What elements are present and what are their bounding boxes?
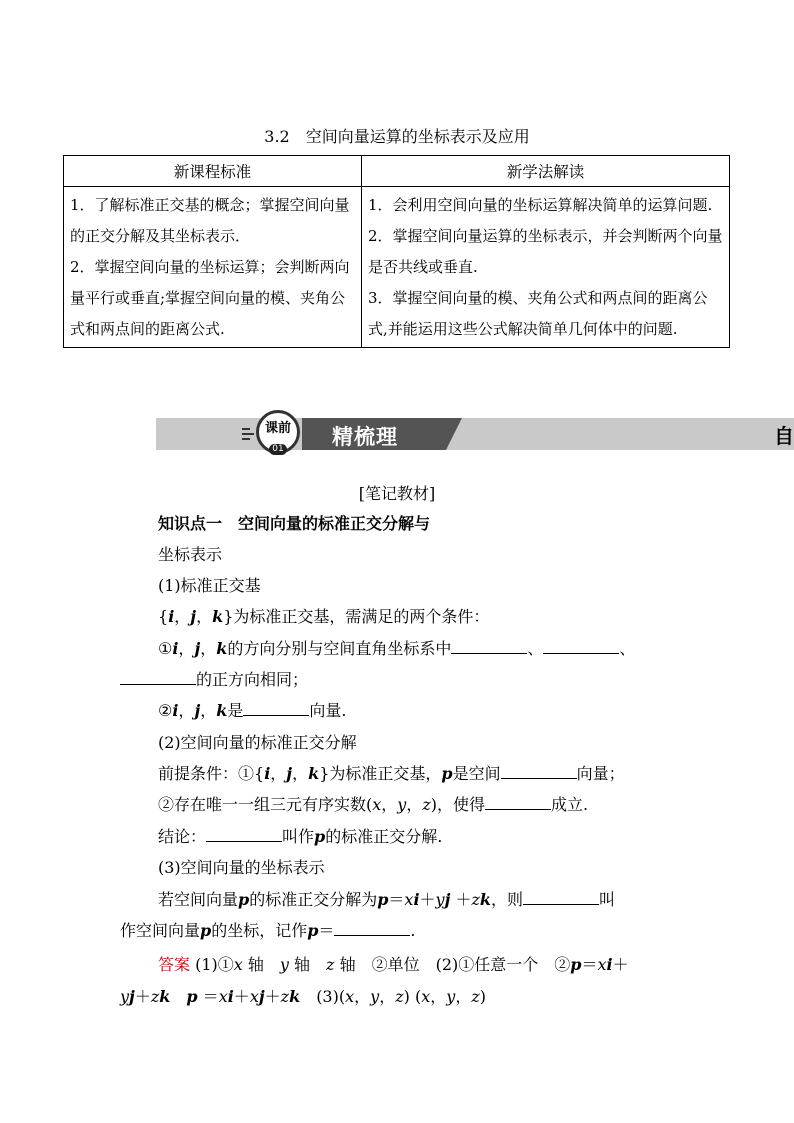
- fill-blank[interactable]: [523, 888, 599, 905]
- paragraph: 前提条件：①{i，j，k}为标准正交基，p是空间 向量；: [158, 764, 625, 783]
- list-item: 2．掌握空间向量运算的坐标表示，并会判断两个向量是否共线或垂直.: [368, 227, 723, 276]
- table-row: [64, 187, 730, 348]
- decor-lines-icon: [242, 428, 254, 443]
- table-cell-right: [362, 187, 730, 348]
- paragraph: 结论： 叫作p的标准正交分解.: [158, 827, 443, 846]
- answer-line: yj＋zk p ＝xi＋xj＋zk (3)(x，y，z) (x，y，z): [120, 987, 487, 1006]
- paragraph: 的正方向相同；: [120, 667, 308, 690]
- answer-line: 答案 (1)①x 轴 y 轴 z 轴 ②单位 (2)①任意一个 ②p＝xi＋: [158, 955, 629, 974]
- table-cell-left: [64, 187, 362, 348]
- badge-circle: [256, 410, 300, 454]
- table-header: 新课程标准: [64, 156, 362, 187]
- list-item: 2．掌握空间向量的坐标运算；会判断两向量平行或垂直;掌握空间向量的模、夹角公式和两点间的距离公式.: [70, 258, 350, 338]
- paragraph: 作空间向量p的坐标，记作p＝ .: [120, 921, 416, 940]
- fill-blank[interactable]: [543, 637, 619, 654]
- curriculum-table: [63, 155, 730, 348]
- knowledge-heading-cont: 坐标表示: [158, 545, 223, 564]
- badge-number: 01: [269, 444, 286, 455]
- fill-blank[interactable]: [485, 793, 551, 810]
- fill-blank[interactable]: [243, 699, 309, 716]
- paragraph: ②i，j，k是 向量.: [158, 701, 347, 720]
- badge-tag: 课前: [264, 421, 291, 436]
- fill-blank[interactable]: [120, 668, 196, 685]
- answer-label: 答案: [158, 955, 191, 974]
- fill-blank[interactable]: [206, 825, 282, 842]
- fill-blank[interactable]: [501, 762, 577, 779]
- list-item: 1．了解标准正交基的概念；掌握空间向量的正交分解及其坐标表示．: [70, 196, 350, 245]
- table-header-row: [64, 156, 730, 187]
- side-label: 自: [774, 424, 794, 448]
- paragraph: ②存在唯一一组三元有序实数(x，y，z)，使得 成立.: [158, 795, 589, 814]
- paragraph: 若空间向量p的标准正交分解为p＝xi＋yj ＋zk，则 叫: [158, 890, 616, 909]
- subheading-2: (2)空间向量的标准正交分解: [158, 733, 357, 752]
- knowledge-heading: 知识点一 空间向量的标准正交分解与: [158, 514, 431, 533]
- banner-title: 精梳理: [332, 425, 398, 449]
- paragraph: ①i，j，k的方向分别与空间直角坐标系中 、 、: [158, 639, 636, 658]
- fill-blank[interactable]: [451, 637, 527, 654]
- subheading-3: (3)空间向量的坐标表示: [158, 858, 325, 877]
- list-item: 3．掌握空间向量的模、夹角公式和两点间的距离公式,并能运用这些公式解决简单几何体中的问题.: [368, 289, 708, 338]
- table-header: 新学法解读: [362, 156, 730, 187]
- section-banner: [156, 418, 794, 454]
- section-label: [笔记教材]: [358, 484, 436, 503]
- list-item: 1．会利用空间向量的坐标运算解决简单的运算问题.: [368, 196, 713, 214]
- page-title: 3.2 空间向量运算的坐标表示及应用: [264, 127, 530, 146]
- paragraph: {i，j，k}为标准正交基，需满足的两个条件：: [158, 607, 490, 626]
- fill-blank[interactable]: [334, 919, 410, 936]
- subheading-1: (1)标准正交基: [158, 576, 261, 595]
